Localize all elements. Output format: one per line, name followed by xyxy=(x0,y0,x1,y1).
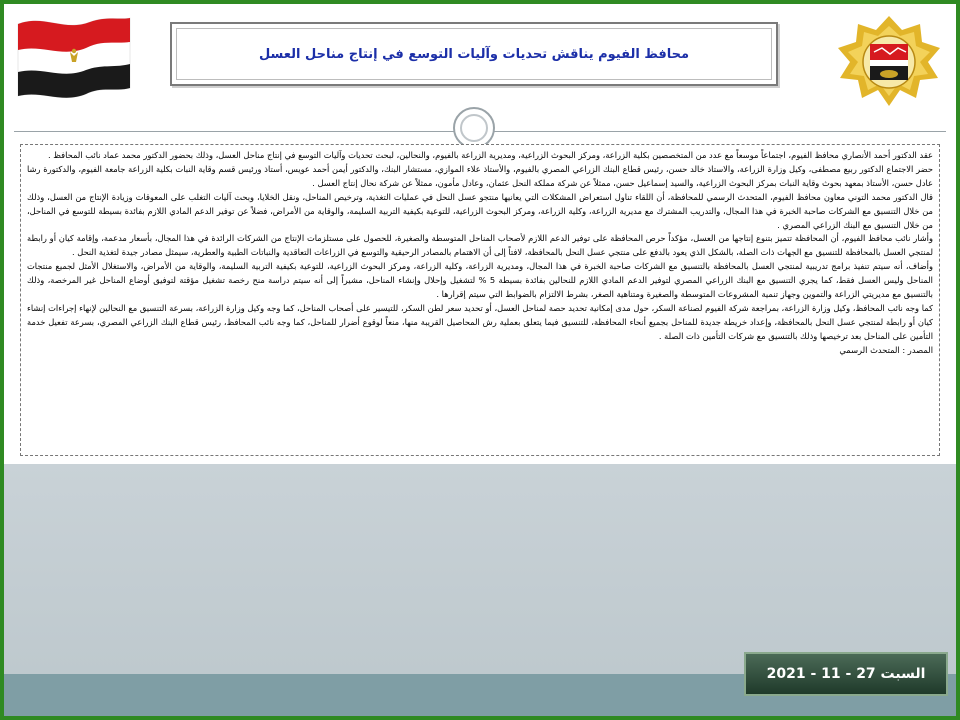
article-source: المصدر : المتحدث الرسمي xyxy=(839,344,933,355)
headline-inner-border xyxy=(176,28,772,80)
egypt-flag-icon xyxy=(14,10,134,110)
page-frame xyxy=(4,4,956,716)
date-badge xyxy=(744,652,948,696)
article-body xyxy=(20,144,940,456)
fayoum-governorate-logo-icon xyxy=(830,14,948,110)
headline-box xyxy=(170,22,778,86)
article-paragraph-4: وأشار نائب محافظ الفيوم، أن المحافظة تتميز بتنوع إنتاجها من العسل، مؤكداً حرص المحافظة على توفير الدعم اللازم لأصحاب المناحل المتوسطة والصغيرة، للحصول على مستلزمات الإنتاج من الشركات الرائدة في هذا المجال، بأسعار مدعمة، وإقامة كيان أو رابطة لمنتجي العسل بالمحافظة للتنسيق مع الجهات ذات الصلة، بالشكل الذي يعود بالدفع على منتجي عسل النحل بالمحافظة، لافتاً إلى أن الاهتمام بالمصادر الرحيقية والتوسع في الزراعات التعاقدية والنباتات الطبية والعطرية، سيمثل مصادر جيدة لتغذية النحل . xyxy=(27,233,933,258)
publish-date: السبت 27 - 11 - 2021 xyxy=(766,666,926,682)
article-paragraph-3: قال الدكتور محمد التوني معاون محافظ الفيوم، المتحدث الرسمي للمحافظة، أن اللقاء تناول استعراض المشكلات التي يعانيها منتجو عسل النحل في عمليات التغذية، وترخيص المناحل، ونقل الخلايا، وبحث آليات التغلب على المعوقات وزيادة الإنتاج من العسل، وذلك من خلال التنسيق مع الشركات صاحبة الخبرة في هذا المجال، والتدريب المشترك مع مديرية الزراعة، وكلية الزراعة، ومركز البحوث الزراعية، للتوعية بكيفية التربية السليمة، والوقاية من الأمراض، فضلاً عن توفير الدعم المادي اللازم بفائدة بسيطة للتوسع في المناحل، من خلال التنسيق مع البنك الزراعي المصري . xyxy=(27,191,933,230)
article-paragraph-6: كما وجه نائب المحافظ، وكيل وزارة الزراعة، بمراجعة شركة الفيوم لصناعة السكر، حول مدى إمكانية تحديد حصة لمناحل العسل، أو تحديد سعر لطن السكر، للتيسير على أصحاب المناحل، كما وجه وكيل وزارة الزراعة، بسرعة التنسيق مع النحالين لإنهاء إجراءات إنشاء كيان أو رابطة لمنتجي عسل النحل بالمحافظة، وإعداد خريطة جديدة للمناحل بجميع أنحاء المحافظة، للتنسيق فيما يتعلق بعملية رش المحاصيل القريبة منها، منعاً لوقوع أضرار للمناحل، كما وجه نائب المحافظ، رئيس قطاع البنك الزراعي المصري، بسرعة تفعيل خدمة التأمين على المناحل بعد ترخيصها وذلك بالتنسيق مع شركات التأمين ذات الصلة . xyxy=(27,302,933,341)
article-paragraph-5: وأضاف، أنه سيتم تنفيذ برامج تدريبية لمنتجي العسل بالمحافظة بالتنسيق مع الشركات صاحبة الخبرة في هذا المجال، ومديرية الزراعة، وكلية الزراعة، ومركز البحوث الزراعية، للتوعية بكيفية التربية السليمة، والوقاية من الأمراض، والاستغلال الأمثل لجميع منتجات المناحل وليس العسل فقط، كما يجري التنسيق مع البنك الزراعي المصري لتوفير الدعم المادي اللازم للنحالين بفائدة بسيطة 5 % لتشغيل وإحلال وإنشاء المناحل، مشيراً إلى أنه سيتم دراسة منح رخصة تشغيل مؤقتة لتوفيق أوضاع المناحل غير المرخصة، وذلك بالتنسيق مع مديريتي الزراعة والتموين وجهاز تنمية المشروعات المتوسطة والصغيرة ومتناهية الصغر، بشرط الالتزام بالضوابط التي سيتم إقرارها . xyxy=(27,261,933,300)
headline-title: محافظ الفيوم يناقش تحديات وآليات التوسع في إنتاج مناحل العسل xyxy=(258,46,690,62)
article-paragraph-2: حضر الاجتماع الدكتور ربيع مصطفى، وكيل وزارة الزراعة، والاستاذ خالد حسن، رئيس قطاع البنك الزراعي المصري بالفيوم، والأستاذ علاء الموازي، مستشار البنك، والدكتور أيمن أحمد عويس، أستاذ ورئيس قسم وقاية النبات بكلية الزراعة جامعة الفيوم، والدكتورة رشا عادل حسن، الأستاذ بمعهد بحوث وقاية النبات بمركز البحوث الزراعية، والسيد إسماعيل حسن، ممثلاً عن شركة مملكة النحل عثمان، وعادل مأمون، ممثلاً عن شركة نحال إنتاج العسل . xyxy=(27,163,933,188)
article-paragraph-1: عقد الدكتور أحمد الأنصاري محافظ الفيوم، اجتماعاً موسعاً مع عدد من المتخصصين بكلية الزراعة، ومركز البحوث الزراعية، ومديرية الزراعة بالفيوم، والنحالين، لبحث تحديات وآليات التوسع في إنتاج مناحل العسل، وذلك بحضور الدكتور محمد عماد نائب المحافظ . xyxy=(47,150,933,160)
divider-circle-ornament xyxy=(453,107,495,149)
